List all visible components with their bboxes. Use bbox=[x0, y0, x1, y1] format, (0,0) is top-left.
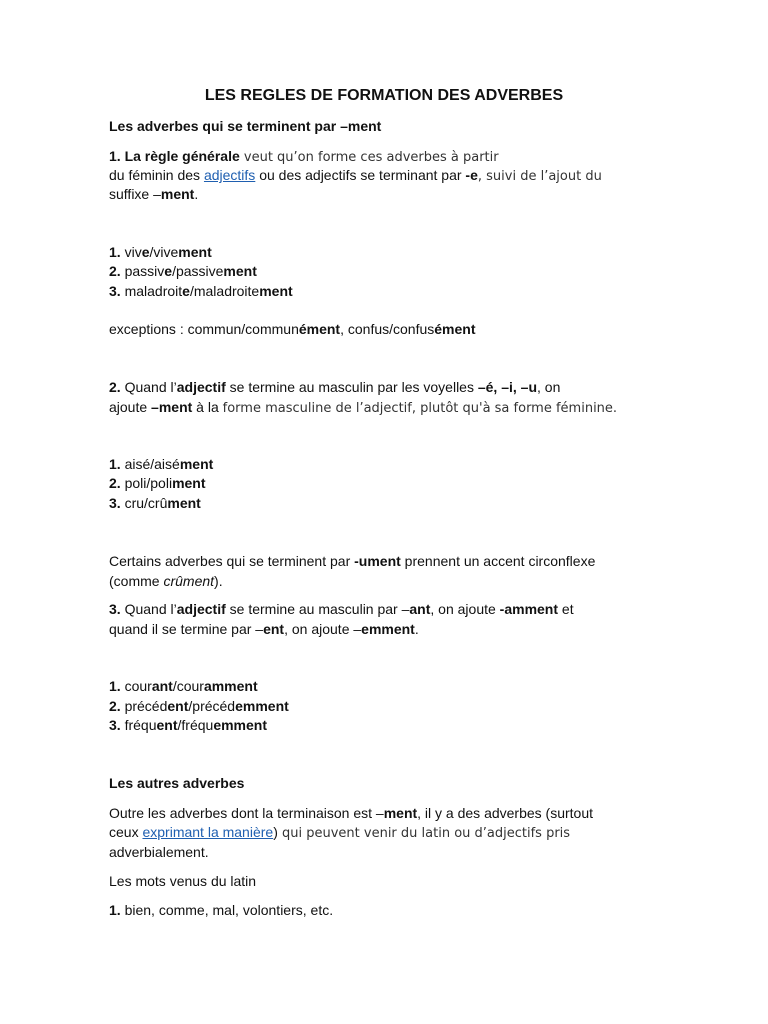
rule3-adjectif: adjectif bbox=[176, 601, 226, 617]
rule2-text-c: , on bbox=[537, 379, 561, 395]
rule3-ant: ant bbox=[409, 601, 431, 617]
rule2-text-a: Quand l’ bbox=[120, 379, 177, 395]
list-item bbox=[109, 262, 257, 282]
autres-line2-c: qui peuvent venir du latin ou d’adjectifs pris bbox=[277, 826, 571, 841]
list-number: 1. bbox=[109, 244, 121, 260]
list-text: cour bbox=[120, 678, 152, 694]
list-bold-e: e bbox=[141, 244, 150, 260]
list-text: précéd bbox=[120, 698, 168, 714]
list-text: /passive bbox=[172, 263, 224, 279]
list-number: 2. bbox=[109, 263, 121, 279]
rule3-line2-a: quand il se termine par – bbox=[109, 621, 264, 637]
list-number: 3. bbox=[109, 717, 121, 733]
rule3-line2-b: , on ajoute – bbox=[284, 621, 362, 637]
list-item bbox=[109, 474, 206, 494]
list-suffix: emment bbox=[235, 698, 289, 714]
list-bold: ent bbox=[167, 698, 189, 714]
list-suffix: ment bbox=[259, 283, 293, 299]
list-bold: ant bbox=[151, 678, 173, 694]
list-text: poli/poli bbox=[120, 475, 173, 491]
rule1-line2-b: ou des adjectifs se terminant par bbox=[255, 167, 466, 183]
rule2-text-b: se termine au masculin par les voyelles bbox=[225, 379, 478, 395]
list-text: cru/crû bbox=[120, 495, 168, 511]
rule3-number: 3. bbox=[109, 601, 121, 617]
autres-text-a: Outre les adverbes dont la terminaison est – bbox=[109, 805, 384, 821]
exceptions-label: exceptions : commun/commun bbox=[109, 321, 299, 337]
rule1-line3 bbox=[109, 185, 198, 205]
list-item bbox=[109, 697, 289, 717]
list-item bbox=[109, 243, 212, 263]
list-text: /précéd bbox=[188, 698, 236, 714]
exceptions-suffix-2: ément bbox=[434, 321, 476, 337]
list-suffix: ment bbox=[167, 495, 201, 511]
list-item bbox=[109, 901, 333, 921]
list-number: 2. bbox=[109, 698, 121, 714]
list-number: 3. bbox=[109, 283, 121, 299]
section-heading-autres: Les autres adverbes bbox=[109, 775, 245, 791]
list-item bbox=[109, 455, 213, 475]
rule2-line2-a: ajoute bbox=[109, 399, 152, 415]
exceptions-mid: , confus/confus bbox=[340, 321, 435, 337]
rule1-line1 bbox=[109, 147, 499, 168]
list-suffix: amment bbox=[203, 678, 258, 694]
list-bold-e: e bbox=[164, 263, 173, 279]
list-text: fréqu bbox=[120, 717, 157, 733]
rule2-line2-d: forme masculine de l’adjectif, plutôt qu'à sa forme féminine. bbox=[222, 401, 618, 416]
rule1-line2-c: , suivi de l’ajout du bbox=[477, 169, 602, 184]
rule3-text-c: , on ajoute bbox=[430, 601, 500, 617]
rule1-line2-a: du féminin des bbox=[109, 167, 204, 183]
list-number: 1. bbox=[109, 678, 121, 694]
circumflex-line1 bbox=[109, 552, 595, 572]
rule2-adjectif: adjectif bbox=[176, 379, 226, 395]
circumflex-line2-b: ). bbox=[214, 573, 223, 589]
page-title: LES REGLES DE FORMATION DES ADVERBES bbox=[204, 87, 564, 104]
latin-heading: Les mots venus du latin bbox=[109, 873, 257, 889]
rule3-text-b: se termine au masculin par – bbox=[225, 601, 410, 617]
list-suffix: ment bbox=[179, 456, 214, 472]
list-suffix: ment bbox=[223, 263, 257, 279]
list-suffix: ment bbox=[178, 244, 212, 260]
list-suffix: ment bbox=[172, 475, 206, 491]
adjectifs-link[interactable]: adjectifs bbox=[203, 167, 256, 183]
autres-line2 bbox=[109, 823, 570, 844]
list-text: maladroit bbox=[120, 283, 183, 299]
exceptions-suffix-1: ément bbox=[298, 321, 341, 337]
list-item bbox=[109, 716, 267, 736]
rule2-line2-c: à la bbox=[192, 399, 223, 415]
list-number: 3. bbox=[109, 495, 121, 511]
rule3-text-a: Quand l’ bbox=[120, 601, 177, 617]
rule1-line3-b: ment bbox=[160, 186, 195, 202]
autres-line3: adverbialement. bbox=[109, 844, 209, 860]
rule1-text-a: veut qu’on forme ces adverbes à partir bbox=[239, 150, 499, 165]
section-heading-ment: Les adverbes qui se terminent par –ment bbox=[109, 118, 382, 134]
list-text: aisé/aisé bbox=[120, 456, 180, 472]
list-item bbox=[109, 494, 201, 514]
list-text: /cour bbox=[172, 678, 204, 694]
rule1-suffix-e: -e bbox=[465, 167, 478, 183]
circumflex-text-c: prennent un accent circonflexe bbox=[400, 553, 596, 569]
rule3-line2 bbox=[109, 620, 419, 640]
list-number: 1. bbox=[109, 902, 121, 918]
autres-line1 bbox=[109, 804, 593, 824]
rule1-line3-c: . bbox=[194, 186, 199, 202]
rule3-text-d: et bbox=[558, 601, 574, 617]
list-text: /maladroite bbox=[189, 283, 260, 299]
list-text: /vive bbox=[149, 244, 179, 260]
circumflex-example: crûment bbox=[163, 573, 215, 589]
exceptions-line bbox=[109, 320, 476, 340]
rule2-line2 bbox=[109, 398, 617, 419]
circumflex-line2-a: (comme bbox=[109, 573, 164, 589]
rule1-number: 1. bbox=[109, 148, 121, 164]
list-bold: ent bbox=[156, 717, 178, 733]
rule1-line3-a: suffixe – bbox=[109, 186, 161, 202]
autres-line2-b: ) bbox=[273, 824, 278, 840]
rule2-number: 2. bbox=[109, 379, 121, 395]
rule3-line2-c: . bbox=[414, 621, 419, 637]
rule1-line2 bbox=[109, 166, 602, 187]
rule2-line2-ment: –ment bbox=[151, 399, 193, 415]
list-item bbox=[109, 677, 258, 697]
circumflex-line2 bbox=[109, 572, 223, 592]
rule3-emment: emment bbox=[361, 621, 415, 637]
rule3-amment: -amment bbox=[499, 601, 559, 617]
list-number: 1. bbox=[109, 456, 121, 472]
rule1-lead: La règle générale bbox=[124, 148, 240, 164]
autres-line2-a: ceux bbox=[109, 824, 143, 840]
list-item bbox=[109, 282, 293, 302]
list-text: passiv bbox=[120, 263, 165, 279]
circumflex-text-a: Certains adverbes qui se terminent par bbox=[109, 553, 355, 569]
circumflex-ument: -ument bbox=[354, 553, 401, 569]
list-text: bien, comme, mal, volontiers, etc. bbox=[120, 902, 334, 918]
list-text: /fréqu bbox=[177, 717, 214, 733]
rule3-ent: ent bbox=[263, 621, 285, 637]
exprimant-la-maniere-link[interactable]: exprimant la manière bbox=[142, 824, 274, 840]
list-text: viv bbox=[120, 244, 142, 260]
rule2-line1 bbox=[109, 378, 560, 398]
list-suffix: emment bbox=[213, 717, 267, 733]
list-bold-e: e bbox=[182, 283, 190, 299]
autres-ment: ment bbox=[383, 805, 418, 821]
autres-text-c: , il y a des adverbes (surtout bbox=[417, 805, 594, 821]
rule2-vowels: –é, –i, –u bbox=[477, 379, 538, 395]
list-number: 2. bbox=[109, 475, 121, 491]
rule3-line1 bbox=[109, 600, 574, 620]
